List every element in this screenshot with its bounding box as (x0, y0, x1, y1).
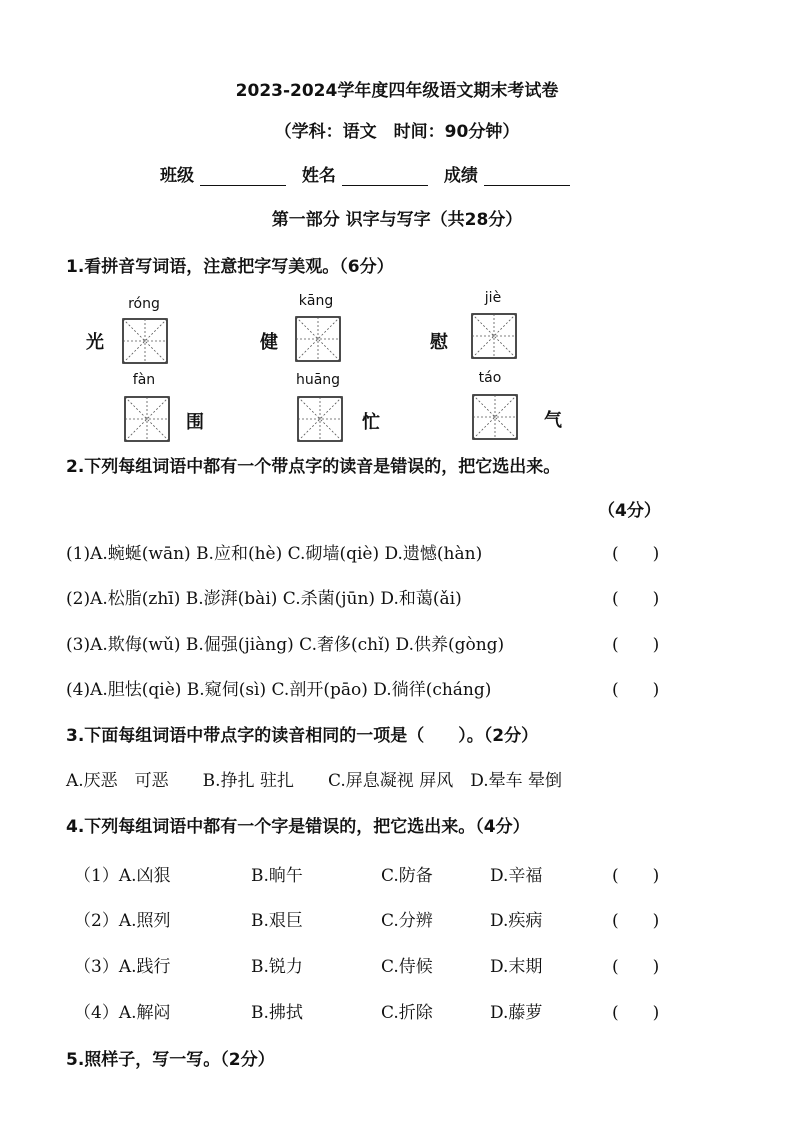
q4-row-1-d: D.辛福 (490, 866, 543, 886)
q4-title: 4.下列每组词语中都有一个字是错误的，把它选出来。（4分） (66, 817, 530, 837)
char-5: 忙 (362, 412, 380, 433)
q4-row-2-d: D.疾病 (490, 911, 543, 931)
pinyin-3: jiè (484, 290, 502, 306)
q2-bracket-2[interactable]: ( ) (612, 589, 660, 609)
pinyin-4: fàn (132, 372, 156, 388)
q2-row-3: (3)A.欺侮(wǔ) B.倔强(jiàng) C.奢侈(chǐ) D.供养(gòng) (66, 635, 505, 655)
char-4: 围 (186, 412, 204, 433)
class-label: 班级 (160, 166, 194, 186)
char-2: 健 (260, 332, 278, 353)
q4-bracket-3[interactable]: ( ) (612, 957, 660, 977)
exam-title: 2023-2024学年度四年级语文期末考试卷 (235, 81, 559, 101)
q5-title: 5.照样子，写一写。（2分） (66, 1050, 275, 1070)
q2-bracket-3[interactable]: ( ) (612, 635, 660, 655)
pinyin-2: kāng (298, 293, 334, 309)
q2-bracket-1[interactable]: ( ) (612, 544, 660, 564)
q4-row-2-a: （2）A.照列 (74, 911, 171, 931)
info-fields (160, 161, 580, 186)
char-1: 光 (86, 332, 104, 353)
q4-row-4-c: C.折除 (381, 1003, 433, 1023)
q2-row-1: (1)A.蜿蜒(wān) B.应和(hè) C.砌墙(qiè) D.遗憾(hàn) (66, 544, 483, 564)
name-label: 姓名 (301, 166, 336, 186)
q3-options: A.厌恶 可恶 B.挣扎 驻扎 C.屏息凝视 屏风 D.晕车 晕倒 (66, 771, 563, 791)
class-blank[interactable] (200, 167, 286, 186)
exam-subtitle: （学科：语文 时间：90分钟） (274, 122, 520, 142)
score-label: 成绩 (443, 166, 478, 186)
writing-grid-3[interactable] (471, 313, 517, 359)
q2-row-2: (2)A.松脂(zhī) B.澎湃(bài) C.杀菌(jūn) D.和蔼(ǎi) (66, 589, 462, 609)
writing-grid-6[interactable] (472, 394, 518, 440)
q1-title: 1.看拼音写词语，注意把字写美观。（6分） (66, 257, 394, 277)
pinyin-1: róng (128, 296, 160, 312)
q2-row-4: (4)A.胆怯(qiè) B.窥伺(sì) C.剖开(pāo) D.徜徉(cháng) (66, 680, 492, 700)
writing-grid-2[interactable] (295, 316, 341, 362)
q4-row-2-c: C.分辨 (381, 911, 433, 931)
q4-row-4-d: D.藤萝 (490, 1003, 543, 1023)
q3-title: 3.下面每组词语中带点字的读音相同的一项是（ ）。（2分） (66, 726, 539, 746)
q4-row-1-a: （1）A.凶狠 (74, 866, 171, 886)
q4-row-3-b: B.锐力 (251, 957, 303, 977)
pinyin-5: huāng (295, 372, 341, 388)
q4-row-4-a: （4）A.解闷 (74, 1003, 171, 1023)
q4-bracket-2[interactable]: ( ) (612, 911, 660, 931)
score-blank[interactable] (484, 167, 570, 186)
writing-grid-5[interactable] (297, 396, 343, 442)
q2-score: （4分） (598, 501, 661, 521)
q2-title: 2.下列每组词语中都有一个带点字的读音是错误的，把它选出来。 (66, 457, 561, 477)
q4-row-2-b: B.艰巨 (251, 911, 303, 931)
q4-row-1-b: B.晌午 (251, 866, 303, 886)
pinyin-6: táo (478, 370, 502, 386)
q2-bracket-4[interactable]: ( ) (612, 680, 660, 700)
q4-row-3-c: C.侍候 (381, 957, 433, 977)
q4-row-4-b: B.拂拭 (251, 1003, 303, 1023)
q4-row-1-c: C.防备 (381, 866, 433, 886)
name-blank[interactable] (342, 167, 428, 186)
part1-heading: 第一部分 识字与写字（共28分） (271, 210, 523, 230)
writing-grid-4[interactable] (124, 396, 170, 442)
q4-row-3-d: D.末期 (490, 957, 543, 977)
char-3: 慰 (430, 332, 448, 353)
q4-row-3-a: （3）A.践行 (74, 957, 171, 977)
writing-grid-1[interactable] (122, 318, 168, 364)
q4-bracket-4[interactable]: ( ) (612, 1003, 660, 1023)
char-6: 气 (544, 410, 562, 431)
q4-bracket-1[interactable]: ( ) (612, 866, 660, 886)
